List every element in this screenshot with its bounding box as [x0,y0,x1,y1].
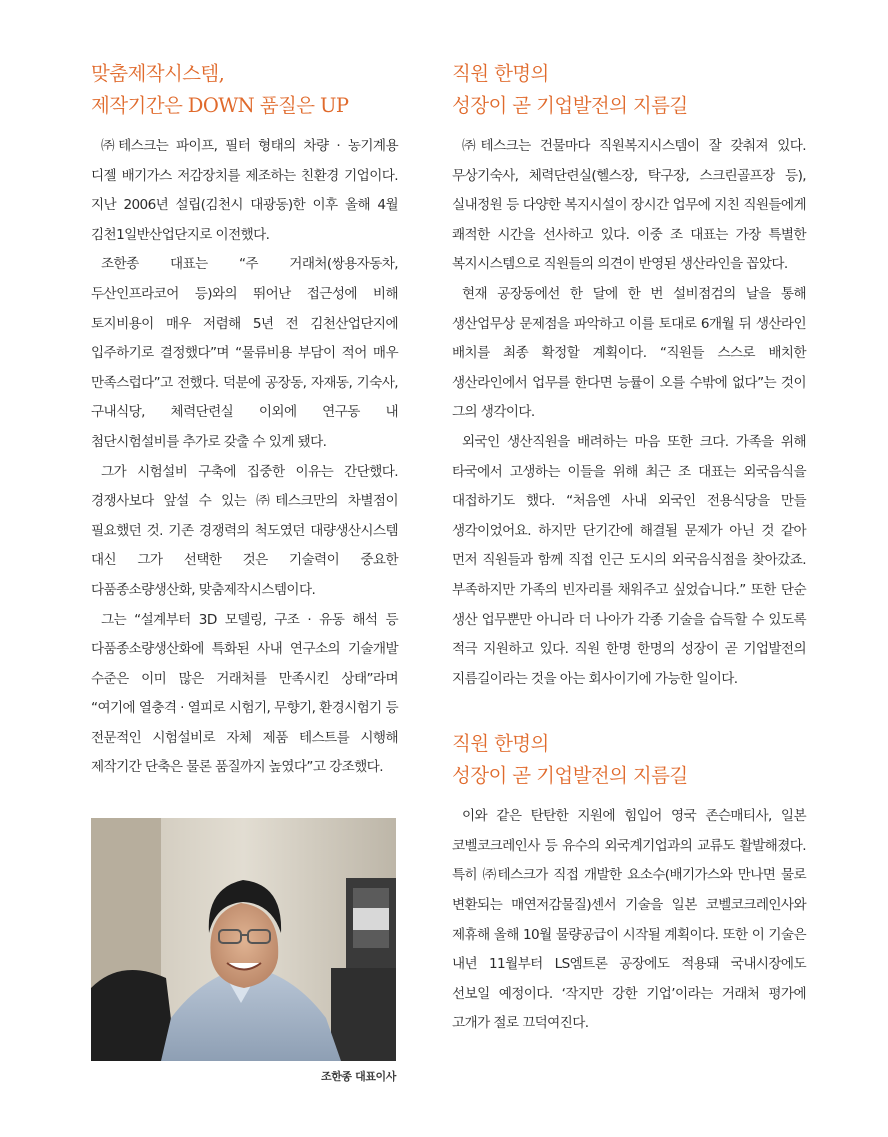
portrait-illustration [91,818,396,1061]
right-column [452,58,806,1039]
body-paragraph: 그는 “설계부터 3D 모델링, 구조 · 유동 해석 등 다품종소량생산화에 특화된 사내 연구소의 기술개발 수준은 이미 많은 거래처를 만족시킨 상태”라며 “여기에 열충격 · 열피로 시험기, 무향기, 환경시험기 등 전문적인 시험설비로 자체 제품 테스트를 시행해 제작기간 단축은 물론 품질까지 높였다”고 강조했다. [91,611,398,776]
body-paragraph: ㈜테스크는 파이프, 필터 형태의 차량 · 농기계용 디젤 배기가스 저감장치를 제조하는 친환경 기업이다. 지난 2006년 설립(김천시 대광동)한 이후 올해 4월 김천1일반산업단지로 이전했다. [91,138,398,243]
body-paragraph: 현재 공장동에선 한 달에 한 번 설비점검의 날을 통해 생산업무상 문제점을 파악하고 이를 토대로 6개월 뒤 생산라인 배치를 최종 확정할 계획이다. “직원들 스스로 배치한 생산라인에서 업무를 한다면 능률이 오를 수밖에 없다”는 것이 그의 생각이다. [452,285,806,421]
section-heading-employee-growth [452,58,806,122]
body-paragraph: 그가 시험설비 구축에 집중한 이유는 간단했다. 경쟁사보다 앞설 수 있는 ㈜테스크만의 차별점이 필요했던 것. 기존 경쟁력의 척도였던 대량생산시스템 대신 그가 선택한 것은 기술력이 중요한 다품종소량생산화, 맞춤제작시스템이다. [91,463,398,598]
section-heading-global-exchange [452,728,806,792]
heading-line-2: 성장이 곧 기업발전의 지름길 [452,94,688,117]
body-paragraph: 이와 같은 탄탄한 지원에 힘입어 영국 존슨매티사, 일본 코벨코크레인사 등 유수의 외국계기업과의 교류도 활발해졌다. 특히 ㈜테스크가 직접 개발한 요소수(배기가스와 만나면 물로 변환되는 매연저감물질)센서 기술을 일본 코벨코크레인사와 제휴해 올해 10월 물량공급이 시작될 계획이다. 또한 이 기술은 내년 11월부터 LS엠트론 공장에도 적용돼 국내시장에도 선보일 예정이다. ‘작지만 강한 기업’이라는 거래처 평가에 고개가 절로 끄덕여진다. [452,808,806,1032]
heading-line-1: 직원 한명의 [452,62,549,85]
heading-line-2: 성장이 곧 기업발전의 지름길 [452,764,688,788]
left-column [91,58,398,783]
body-paragraph: 외국인 생산직원을 배려하는 마음 또한 크다. 가족을 위해 타국에서 고생하는 이들을 위해 최근 조 대표는 외국음식을 대접하기도 했다. “처음엔 사내 외국인 전용식당을 만들 생각이었어요. 하지만 단기간에 해결될 문제가 아닌 것 같아 먼저 직원들과 함께 직접 인근 도시의 외국음식점을 찾아갔죠. 부족하지만 가족의 빈자리를 채워주고 싶었습니다.” 또한 단순 생산 업무뿐만 아니라 더 나아가 각종 기술을 습득할 수 있도록 적극 지원하고 있다. 직원 한명 한명의 성장이 곧 기업발전의 지름길이라는 것을 아는 회사이기에 가능한 일이다. [452,433,806,687]
photo-caption: 조한종 대표이사 [320,1070,396,1083]
body-paragraph: ㈜테스크는 건물마다 직원복지시스템이 잘 갖춰져 있다. 무상기숙사, 체력단련실(헬스장, 탁구장, 스크린골프장 등), 실내정원 등 다양한 복지시설이 장시간 업무에 지친 직원들에게 쾌적한 시간을 선사하고 있다. 이중 조 대표는 가장 특별한 복지시스템으로 직원들의 의견이 반영된 생산라인을 꼽았다. [452,138,806,273]
heading-line-1: 맞춤제작시스템, [91,62,225,85]
heading-line-1: 직원 한명의 [452,732,549,756]
ceo-portrait-photo [91,818,396,1061]
heading-line-2: 제작기간은 DOWN 품질은 UP [91,94,349,117]
section-heading-custom-manufacturing [91,58,398,122]
body-paragraph: 조한종 대표는 “주 거래처(쌍용자동차, 두산인프라코어 등)와의 뛰어난 접근성에 비해 토지비용이 매우 저렴해 5년 전 김천산업단지에 입주하기로 결정했다”며 “물류비용 부담이 적어 매우 만족스럽다”고 전했다. 덕분에 공장동, 자재동, 기숙사, 구내식당, 체력단련실 이외에 연구동 내 첨단시험설비를 추가로 갖출 수 있게 됐다. [91,256,398,450]
